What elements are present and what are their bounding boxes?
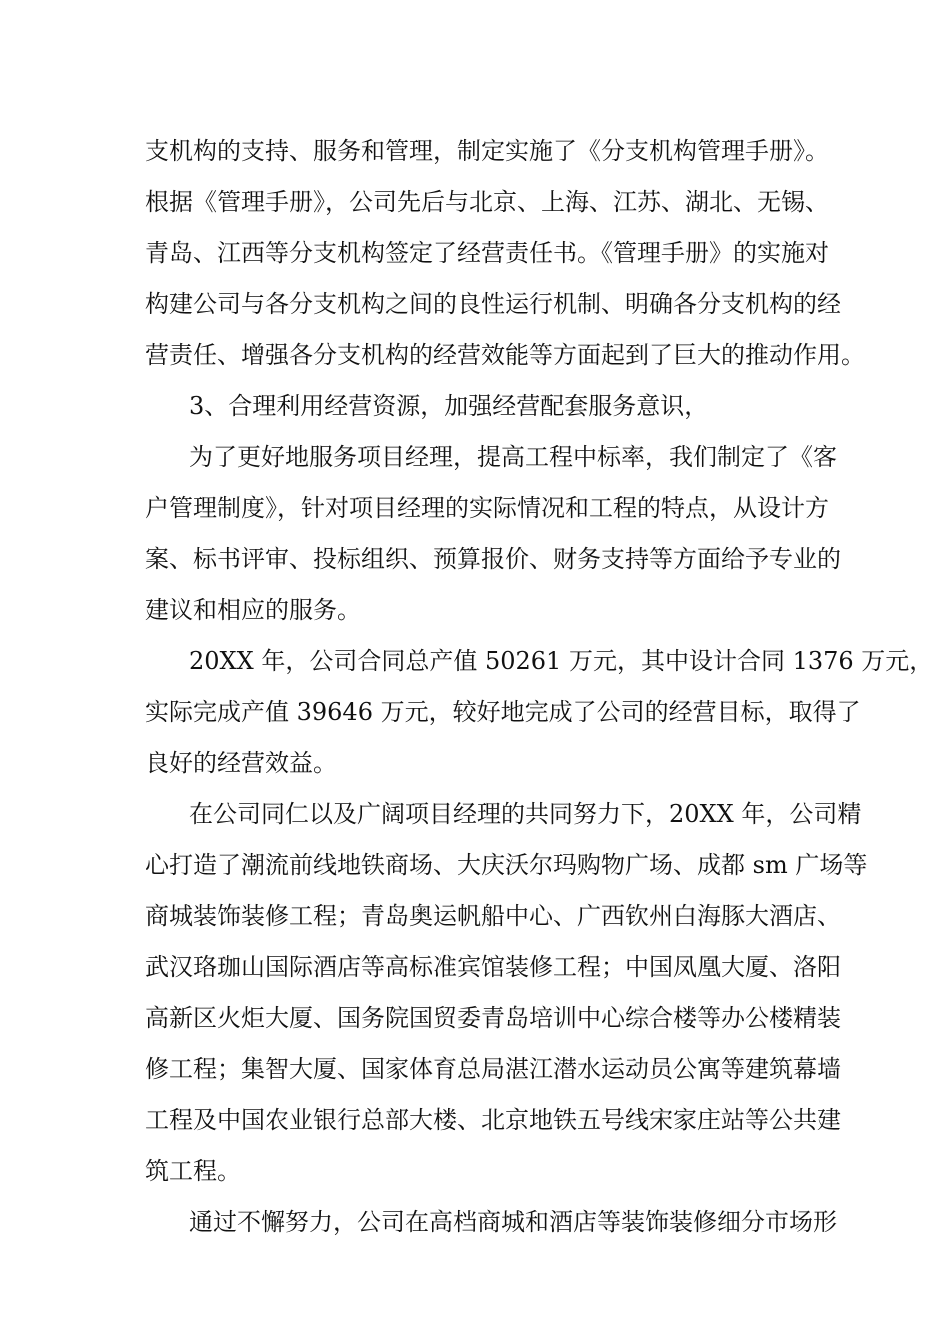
text-line: 高新区火炬大厦、国务院国贸委青岛培训中心综合楼等办公楼精装 <box>145 1004 841 1032</box>
text-line: 武汉珞珈山国际酒店等高标准宾馆装修工程；中国凤凰大厦、洛阳 <box>145 953 841 981</box>
text-line: 构建公司与各分支机构之间的良性运行机制、明确各分支机构的经 <box>145 290 841 318</box>
text-line: 20XX 年，公司合同总产值 50261 万元，其中设计合同 1376 万元， <box>189 647 934 675</box>
text-line: 良好的经营效益。 <box>145 749 337 777</box>
text-line: 支机构的支持、服务和管理，制定实施了《分支机构管理手册》。 <box>145 137 829 165</box>
text-line: 筑工程。 <box>145 1157 241 1185</box>
text-line: 营责任、增强各分支机构的经营效能等方面起到了巨大的推动作用。 <box>145 341 865 369</box>
text-line: 在公司同仁以及广阔项目经理的共同努力下，20XX 年，公司精 <box>189 800 862 828</box>
text-line: 建议和相应的服务。 <box>145 596 361 624</box>
text-line: 实际完成产值 39646 万元，较好地完成了公司的经营目标，取得了 <box>145 698 861 726</box>
text-line: 为了更好地服务项目经理，提高工程中标率，我们制定了《客 <box>189 443 837 471</box>
text-line: 青岛、江西等分支机构签定了经营责任书。《管理手册》的实施对 <box>145 239 829 267</box>
text-line: 修工程；集智大厦、国家体育总局湛江潜水运动员公寓等建筑幕墙 <box>145 1055 841 1083</box>
text-line: 工程及中国农业银行总部大楼、北京地铁五号线宋家庄站等公共建 <box>145 1106 841 1134</box>
text-line: 根据《管理手册》，公司先后与北京、上海、江苏、湖北、无锡、 <box>145 188 829 216</box>
text-line: 商城装饰装修工程；青岛奥运帆船中心、广西钦州白海豚大酒店、 <box>145 902 841 930</box>
text-line: 户管理制度》，针对项目经理的实际情况和工程的特点，从设计方 <box>145 494 829 522</box>
section-heading: 3、合理利用经营资源，加强经营配套服务意识， <box>189 392 709 420</box>
text-line: 案、标书评审、投标组织、预算报价、财务支持等方面给予专业的 <box>145 545 841 573</box>
text-line: 心打造了潮流前线地铁商场、大庆沃尔玛购物广场、成都 sm 广场等 <box>145 851 868 879</box>
text-line: 通过不懈努力，公司在高档商城和酒店等装饰装修细分市场形 <box>189 1208 837 1236</box>
